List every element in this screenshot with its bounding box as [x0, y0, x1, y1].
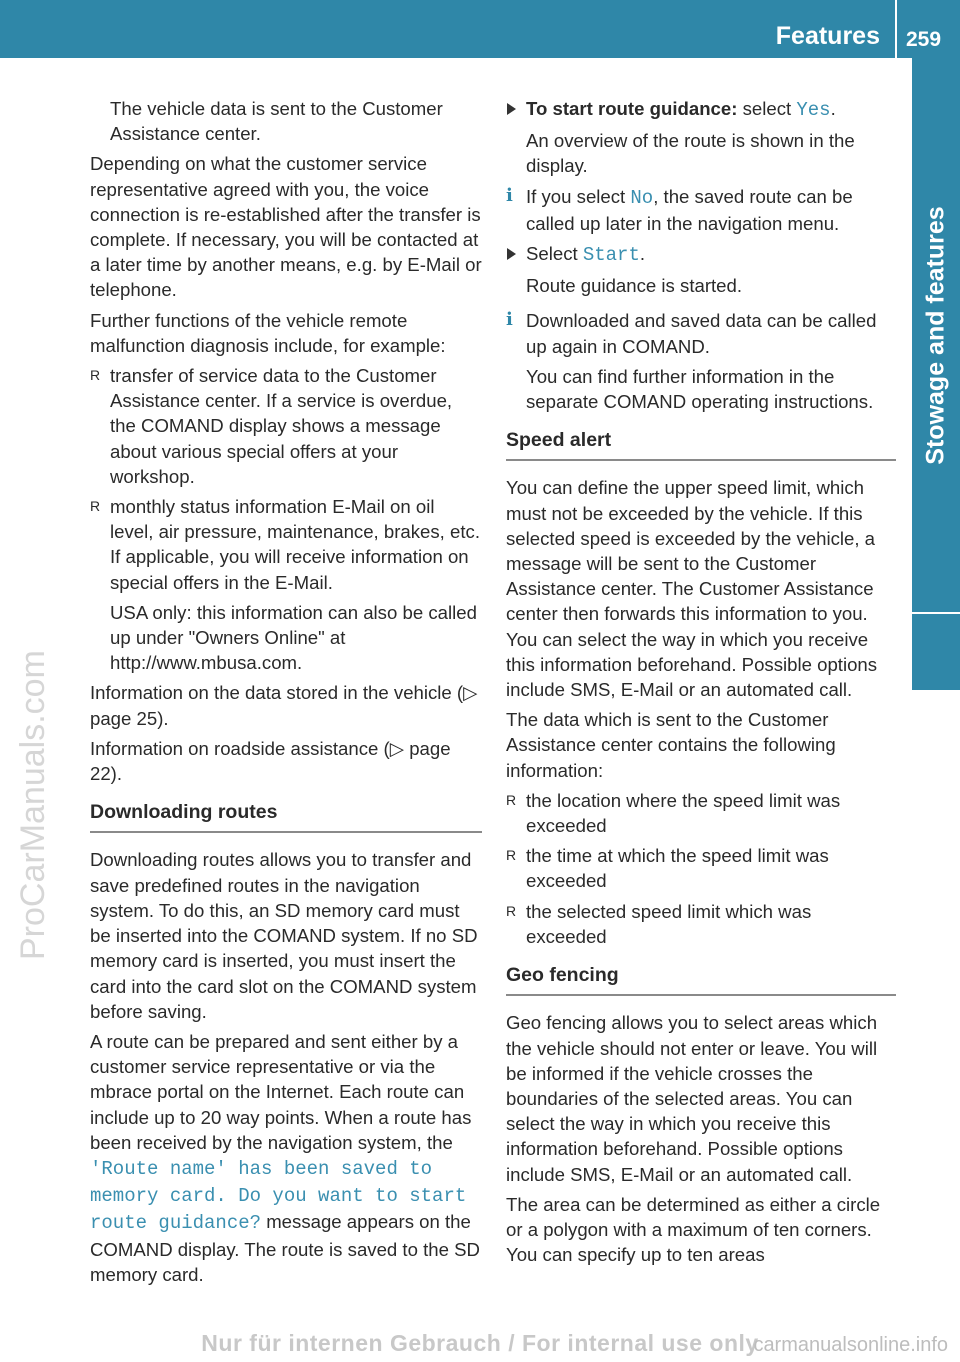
- text-run: Downloaded and saved data can be called up again in COMAND.: [526, 310, 877, 357]
- step-item: [506, 96, 896, 123]
- step-result: An overview of the route is shown in the display.: [526, 130, 855, 177]
- left-column: [90, 96, 482, 1292]
- display-option: Yes: [796, 99, 831, 121]
- info-note: [506, 308, 896, 358]
- paragraph: Geo fencing allows you to select areas which the vehicle should not enter or leave. You will be informed if the vehicle crosses the boundaries of the selected areas. You can select the way in which you receive this information beforehand. Possible options include SMS, E-Mail or an automated call.: [506, 1012, 878, 1185]
- text-run: A route can be prepared and sent either by a customer service representative or via the mbrace portal on the Internet. Each route can include up to 20 way points. When a route has been received by the navigation system, the: [90, 1030, 472, 1153]
- bullet-item: R the location where the speed limit was exceeded: [506, 788, 896, 838]
- display-option: Start: [582, 244, 640, 267]
- section-heading: Geo fencing: [506, 963, 896, 996]
- bullet-item: R the selected speed limit which was exceeded: [506, 899, 896, 949]
- paragraph: [90, 1029, 482, 1287]
- paragraph: Information on the data stored in the vehicle (▷ page 25).: [90, 682, 478, 729]
- section-heading: Downloading routes: [90, 800, 482, 833]
- paragraph: Depending on what the customer service representative agreed with you, the voice connection is re-established after the transfer is complete. If necessary, you will be contacted at a later time by another means, e.g. by E-Mail or telephone.: [90, 153, 482, 301]
- chapter-side-tab: [912, 58, 960, 612]
- text-run: If you select: [526, 185, 631, 207]
- paragraph: The area can be determined as either a circle or a polygon with a maximum of ten corners. You can specify up to ten areas: [506, 1193, 881, 1266]
- header-divider: [895, 0, 897, 58]
- text-run: message appears on the COMAND display. The route is saved to the SD memory card.: [90, 1211, 480, 1285]
- section-title: Features: [775, 22, 880, 50]
- paragraph: You can define the upper speed limit, which must not be exceeded by the vehicle. If this selected speed is exceeded by the vehicle, a message will be sent to the Customer Assistance center. The Customer Assistance center then forwards this information to you. You can select the way in which you receive this information beforehand. Possible options include SMS, E-Mail or an automated call.: [506, 477, 878, 701]
- text-run: .: [639, 243, 646, 265]
- step-result: Route guidance is started.: [526, 275, 743, 297]
- step-label: To start route guidance:: [526, 98, 738, 119]
- display-message: 'Route name' has been saved to memory card. Do you want to start route guidance?: [90, 1157, 467, 1235]
- info-icon: i: [506, 309, 513, 331]
- right-column: [506, 96, 896, 1272]
- display-option: No: [630, 186, 654, 209]
- chapter-side-tab-block: [912, 614, 960, 690]
- paragraph: The data which is sent to the Customer Assistance center contains the following information:: [506, 709, 836, 781]
- section-heading: Speed alert: [506, 428, 896, 461]
- page-header: [0, 0, 960, 58]
- paragraph: Information on roadside assistance (▷ page 22).: [90, 737, 451, 785]
- side-watermark-text: ProCarManuals.com: [14, 650, 52, 960]
- paragraph: The vehicle data is sent to the Customer Assistance center.: [110, 98, 443, 145]
- paragraph: You can find further information in the separate COMAND operating instructions.: [526, 365, 874, 413]
- paragraph: USA only: this information can also be called up under "Owners Online" at http://www.mbusa.com.: [110, 601, 477, 674]
- bullet-item: R transfer of service data to the Customer Assistance center. If a service is overdue, the COMAND display shows a message about various special offers at your workshop.: [90, 363, 482, 489]
- paragraph: Downloading routes allows you to transfer and save predefined routes in the navigation system. To do this, an SD memory card must be inserted into the COMAND system. If no SD memory card is inserted, you must insert the card into the card slot on the COMAND system before saving.: [90, 849, 478, 1022]
- info-note: [506, 184, 896, 236]
- paragraph: Further functions of the vehicle remote malfunction diagnosis include, for example:: [90, 309, 446, 356]
- text-run: , the saved route can be called up later in the navigation menu.: [526, 185, 853, 234]
- chapter-side-tab-label: Stowage and features: [921, 205, 950, 465]
- bullet-item: R the time at which the speed limit was exceeded: [506, 843, 896, 893]
- text-run: select: [737, 98, 797, 119]
- footer-watermark: Nur für internen Gebrauch / For internal use only: [201, 1330, 759, 1356]
- text-run: .: [830, 98, 836, 119]
- text-run: Select: [526, 243, 583, 265]
- step-item: [506, 241, 896, 268]
- footer-site-watermark: carmanualsonline.info: [753, 1334, 948, 1356]
- bullet-item: R monthly status information E-Mail on oil level, air pressure, maintenance, brakes, etc. If applicable, you will receive information on special offers in the E-Mail.: [90, 494, 482, 595]
- page-number: 259: [906, 28, 942, 51]
- info-icon: i: [506, 184, 513, 206]
